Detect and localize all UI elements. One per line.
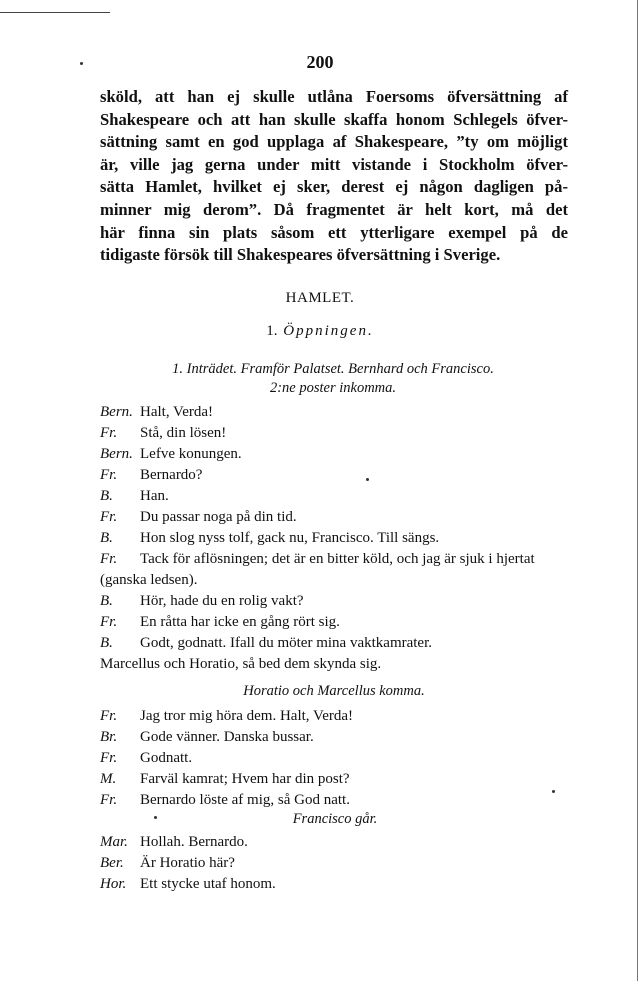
stage-direction-line: 1. Inträdet. Framför Palatset. Bernhard och Francisco. (172, 361, 494, 377)
top-rule (0, 12, 110, 13)
speech: Hon slog nyss tolf, gack nu, Francisco. Till sängs. (140, 530, 440, 546)
print-speck (366, 478, 369, 481)
speech: Gode vänner. Danska bussar. (140, 729, 314, 745)
print-speck (154, 816, 157, 819)
speech: Är Horatio här? (140, 855, 235, 871)
dialogue-line (100, 769, 570, 790)
dialogue-line (100, 727, 570, 748)
speaker: Bern. (100, 446, 133, 462)
dialogue-line (100, 591, 570, 612)
dialogue-block (100, 832, 570, 895)
speaker: Fr. (100, 425, 118, 441)
speaker: Fr. (100, 467, 118, 483)
speaker: B. (100, 593, 113, 609)
speaker: B. (100, 488, 113, 504)
print-speck (552, 790, 555, 793)
dialogue-block (100, 402, 570, 675)
print-speck (80, 62, 83, 65)
speaker: Fr. (100, 750, 118, 766)
speech: Lefve konungen. (140, 446, 242, 462)
paragraph-line: Shakespeare och att han skulle skaffa honom Schlegels öfver- (100, 109, 568, 129)
speaker: Mar. (100, 834, 128, 850)
speaker: Fr. (100, 614, 118, 630)
dialogue-line (100, 465, 570, 486)
speech: Du passar noga på din tid. (140, 509, 297, 525)
dialogue-line (100, 706, 570, 727)
speech: Halt, Verda! (140, 404, 214, 420)
paragraph-line: sätta Hamlet, hvilket ej sker, derest ej någon dagligen på- (100, 177, 568, 197)
speech: Jag tror mig höra dem. Halt, Verda! (140, 708, 353, 724)
speech: Bernardo löste af mig, så God natt. (140, 792, 350, 808)
speech: Bernardo? (140, 467, 203, 483)
speaker: B. (100, 635, 113, 651)
dialogue-line (100, 486, 570, 507)
play-title: HAMLET. (285, 290, 355, 306)
speaker: Bern. (100, 404, 133, 420)
speech: Farväl kamrat; Hvem har din post? (140, 771, 350, 787)
act-heading (0, 323, 640, 340)
dialogue-line (100, 402, 570, 423)
speaker: Hor. (100, 876, 127, 892)
paragraph-line: tidigaste försök till Shakespeares öfversättning i Sverige. (100, 245, 501, 265)
speaker: Br. (100, 729, 118, 745)
stage-direction: Francisco går. (292, 811, 378, 827)
speaker: Ber. (100, 855, 124, 871)
speaker: Fr. (100, 551, 118, 567)
dialogue-line (100, 528, 570, 549)
page-number: 200 (306, 52, 334, 72)
speech: Tack för aflösningen; det är en bitter köld, och jag är sjuk i hjertat (ganska ledsen). (100, 551, 535, 588)
dialogue-line (100, 507, 570, 528)
dialogue-line (100, 748, 570, 769)
stage-direction (118, 360, 548, 398)
dialogue-line (100, 853, 570, 874)
speaker: Fr. (100, 509, 118, 525)
speaker: Fr. (100, 792, 118, 808)
speech: Marcellus och Horatio, så bed dem skynda sig. (100, 656, 382, 672)
speaker: Fr. (100, 708, 118, 724)
speaker: M. (100, 771, 117, 787)
paragraph-line: sköld, att han ej skulle utlåna Foersoms öfversättning af (100, 87, 568, 106)
paragraph-line: här finna sin plats såsom ett ytterligare exempel på de (100, 222, 568, 242)
dialogue-line (100, 790, 570, 811)
act-title: Öppningen. (283, 323, 374, 339)
dialogue-line (100, 874, 570, 895)
speech: Ett stycke utaf honom. (140, 876, 276, 892)
dialogue-line (100, 444, 570, 465)
speaker: B. (100, 530, 113, 546)
dialogue-line (100, 612, 570, 633)
act-number: 1. (266, 323, 278, 339)
dialogue-line (100, 654, 570, 675)
body-paragraph (100, 86, 568, 267)
stage-direction: Horatio och Marcellus komma. (243, 683, 425, 699)
dialogue-line (100, 633, 570, 654)
speech: En råtta har icke en gång rört sig. (140, 614, 340, 630)
paragraph-line: sättning samt en god upplaga af Shakespeare, ”ty om möjligt (100, 132, 568, 152)
speech: Hollah. Bernardo. (140, 834, 248, 850)
stage-direction-line: 2:ne poster inkomma. (269, 380, 397, 396)
dialogue-line (100, 832, 570, 853)
speech: Godnatt. (140, 750, 193, 766)
paragraph-line: minner mig derom”. Då fragmentet är helt kort, må det (100, 199, 568, 219)
dialogue-line (100, 549, 570, 591)
speech: Han. (140, 488, 169, 504)
speech: Godt, godnatt. Ifall du möter mina vaktkamrater. (140, 635, 433, 651)
paragraph-line: är, ville jag gerna under mitt vistande i Stockholm öfver- (100, 154, 568, 174)
speech: Stå, din lösen! (140, 425, 227, 441)
dialogue-block (100, 706, 570, 811)
speech: Hör, hade du en rolig vakt? (140, 593, 304, 609)
page-edge-rule (637, 0, 638, 981)
dialogue-line (100, 423, 570, 444)
